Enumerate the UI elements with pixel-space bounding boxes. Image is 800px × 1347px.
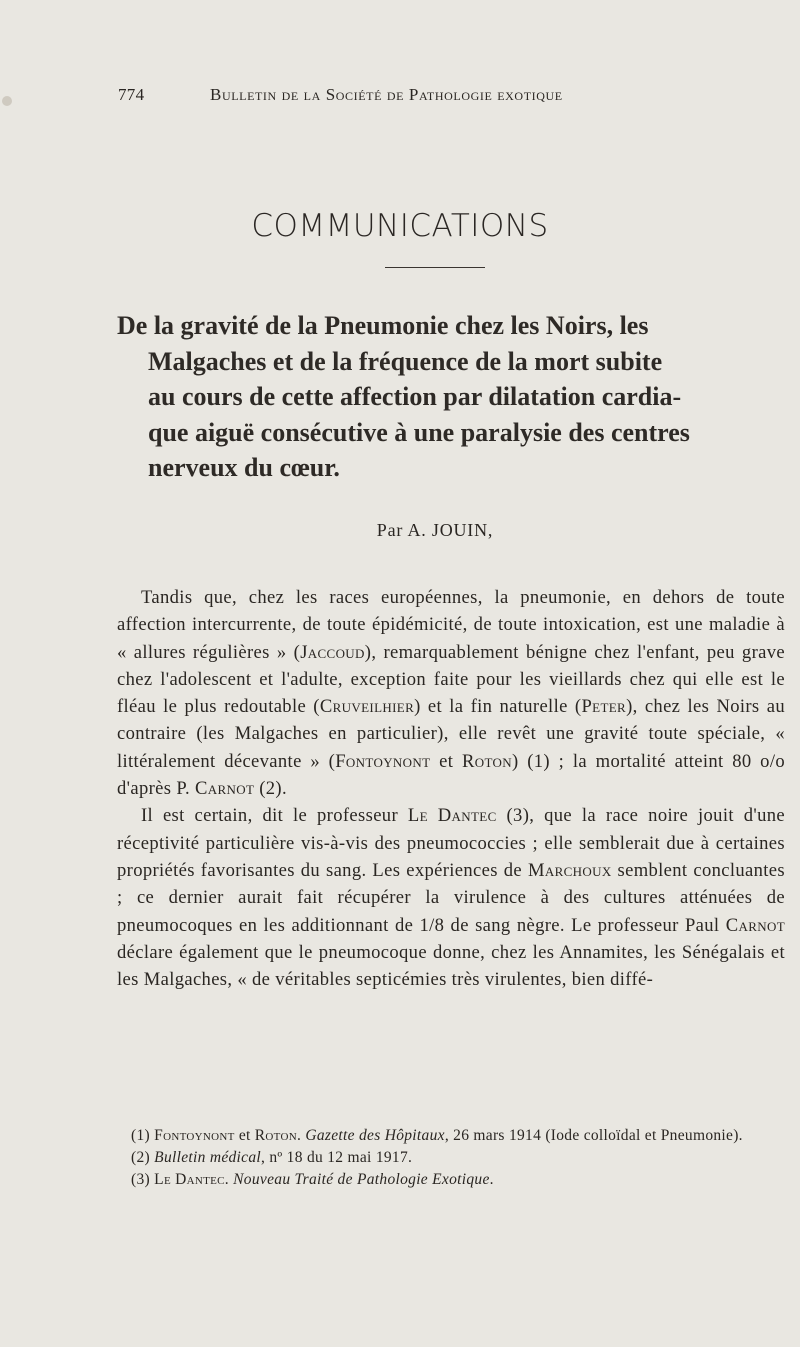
- author-name: Marchoux: [527, 859, 612, 881]
- author-name: Jaccoud: [300, 641, 365, 663]
- author-name: Fontoynont: [335, 750, 431, 772]
- byline: Par A. JOUIN,: [376, 520, 494, 540]
- author-name: Carnot: [194, 778, 255, 800]
- article-title-line: au cours de cette affection par dilatation cardia-: [148, 382, 682, 411]
- footnotes: [117, 1125, 785, 1191]
- paragraph: Tandis que, chez les races européennes, la pneumonie, en dehors de toute affection intercurrente, de toute épidémicité, de toute intoxication, est une maladie à « allures régulières » (Jaccoud), remarquablement bénigne chez l'enfant, peu grave chez l'adolescent et l'adulte, exception faite pour les vieillards chez qui elle est le fléau le plus redoutable (Cruveilhier) et la fin naturelle (Peter), chez les Noirs au contraire (les Malgaches en particulier), elle revêt une gravité toute spéciale, « littéralement décevante » (Fontoynont et Roton) (1) ; la mortalité atteint 80 o/o d'après P. Carnot (2).: [117, 587, 785, 800]
- author-name: Cruveilhier: [319, 696, 415, 718]
- section-title: COMMUNICATIONS: [251, 208, 549, 244]
- title-rule: [385, 267, 485, 268]
- author-name: Le Dantec: [407, 805, 497, 827]
- article-title-line: Malgaches et de la fréquence de la mort subite: [148, 346, 663, 376]
- article-title-line: que aiguë consécutive à une paralysie des centres: [148, 417, 690, 447]
- journal-title: Bulletin de la Société de Pathologie exotique: [210, 85, 563, 104]
- author-name: Peter: [581, 696, 627, 718]
- article-title: [117, 308, 767, 486]
- article-title-line: De la gravité de la Pneumonie chez les Noirs, les: [117, 311, 649, 340]
- paragraph: Il est certain, dit le professeur Le Dantec (3), que la race noire jouit d'une réceptivité particulière vis-à-vis des pneumococcies ; elle semblerait due à certaines propriétés favorisantes du sang. Les expériences de Marchoux semblent concluantes ; ce dernier aurait fait récupérer la virulence à des cultures atténuées de pneumocoques en les additionnant de 1/8 de sang nègre. Le professeur Paul Carnot déclare également que le pneumocoque donne, chez les Annamites, les Sénégalais et les Malgaches, « de véritables septicémies très virulentes, bien diffé-: [117, 805, 785, 991]
- footnote: (2) Bulletin médical, nº 18 du 12 mai 1917.: [131, 1149, 413, 1166]
- author-name: Roton: [461, 750, 512, 772]
- author-name: Carnot: [725, 914, 785, 936]
- paper-stain: [2, 96, 12, 106]
- article-title-line: nerveux du cœur.: [148, 453, 340, 482]
- page-number: 774: [118, 85, 145, 104]
- footnote: (3) Le Dantec. Nouveau Traité de Pathologie Exotique.: [131, 1171, 494, 1188]
- article-body: [117, 584, 785, 993]
- footnote: (1) Fontoynont et Roton. Gazette des Hôpitaux, 26 mars 1914 (Iode colloïdal et Pneumonie).: [131, 1127, 743, 1144]
